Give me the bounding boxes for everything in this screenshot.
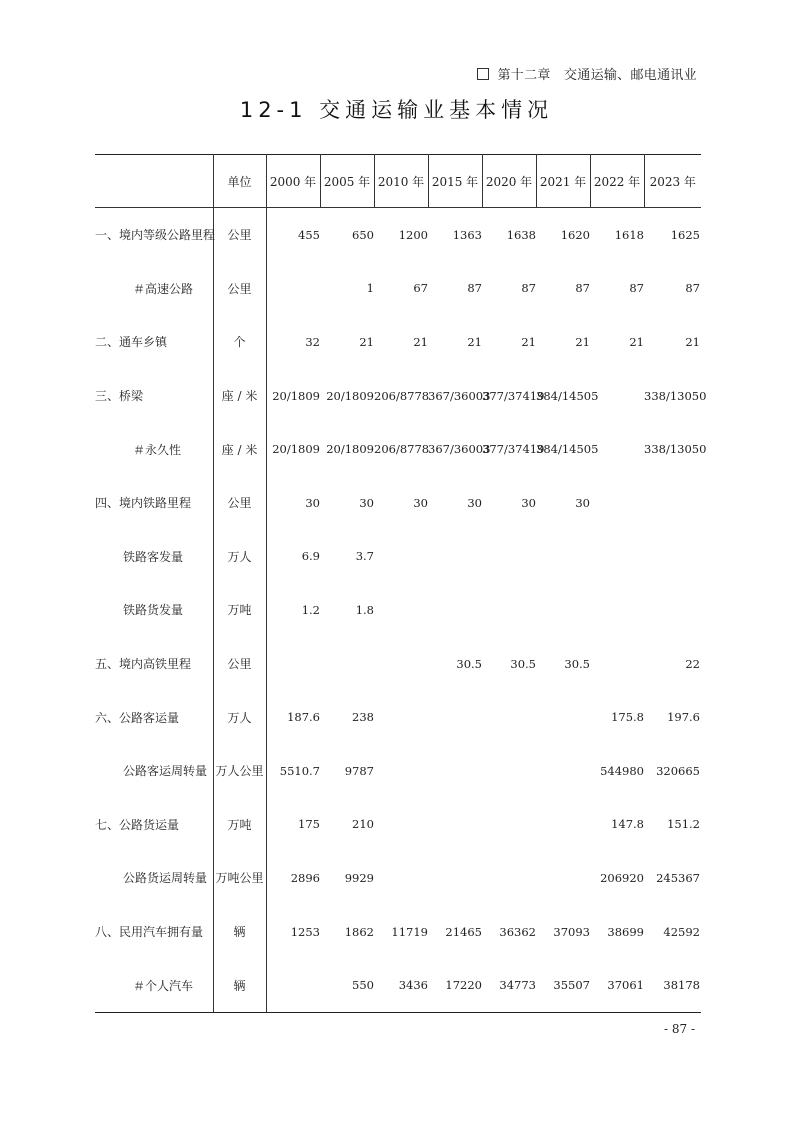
value-cell xyxy=(536,583,590,637)
value-cell xyxy=(482,851,536,905)
row-label: ＃个人汽车 xyxy=(95,958,213,1012)
value-cell: 147.8 xyxy=(611,817,644,832)
value-cell: 9787 xyxy=(344,763,374,778)
table-row xyxy=(95,369,701,423)
value-cell: 5510.7 xyxy=(279,763,320,778)
value-cell: 3.7 xyxy=(355,549,374,564)
value-cell: 175 xyxy=(298,817,320,832)
row-unit: 辆 xyxy=(213,958,266,1012)
value-cell xyxy=(320,637,374,691)
value-cell: 67 xyxy=(413,281,428,296)
value-cell: 320665 xyxy=(656,763,700,778)
value-cell: 384/14505 xyxy=(536,388,599,403)
header-year-cell: 2000 年 xyxy=(266,155,320,208)
table-row xyxy=(95,851,701,905)
value-cell: 1625 xyxy=(670,227,700,242)
value-cell: 175.8 xyxy=(611,710,644,725)
table-row xyxy=(95,905,701,959)
value-cell: 455 xyxy=(298,227,320,242)
row-label: 四、境内铁路里程 xyxy=(95,476,213,530)
value-cell: 17220 xyxy=(428,958,482,1012)
row-unit: 万人公里 xyxy=(213,744,266,798)
value-cell xyxy=(482,690,536,744)
value-cell xyxy=(590,476,644,530)
value-cell xyxy=(374,851,428,905)
value-cell xyxy=(428,744,482,798)
value-cell: 21 xyxy=(467,334,482,349)
value-cell: 21 xyxy=(359,334,374,349)
header-year-cell: 2015 年 xyxy=(428,155,482,208)
value-cell xyxy=(644,583,701,637)
row-label: ＃高速公路 xyxy=(95,262,213,316)
value-cell: 367/36003 xyxy=(428,388,491,403)
value-cell xyxy=(374,530,428,584)
statistics-table xyxy=(95,154,707,1013)
value-cell: 35507 xyxy=(536,958,590,1012)
row-unit: 万吨公里 xyxy=(213,851,266,905)
value-cell: 30 xyxy=(521,495,536,510)
value-cell: 206920 xyxy=(600,870,644,885)
value-cell: 36362 xyxy=(499,924,536,939)
value-cell xyxy=(266,262,320,316)
row-unit: 万吨 xyxy=(213,583,266,637)
table-row xyxy=(95,637,701,691)
row-unit: 辆 xyxy=(213,905,266,959)
checkbox-square-icon xyxy=(477,68,489,80)
value-cell: 30 xyxy=(413,495,428,510)
value-cell: 544980 xyxy=(600,763,644,778)
value-cell: 1253 xyxy=(290,924,320,939)
value-cell: 238 xyxy=(352,710,374,725)
value-cell: 37061 xyxy=(590,958,644,1012)
row-label: 铁路货发量 xyxy=(95,583,213,637)
value-cell: 377/37419 xyxy=(482,442,545,457)
row-label: 七、公路货运量 xyxy=(95,798,213,852)
table-row xyxy=(95,530,701,584)
value-cell: 338/13050 xyxy=(644,442,707,457)
value-cell xyxy=(266,958,320,1012)
table-row xyxy=(95,744,701,798)
value-cell: 30.5 xyxy=(456,656,482,671)
value-cell: 42592 xyxy=(663,924,700,939)
value-cell: 338/13050 xyxy=(644,388,707,403)
table-row xyxy=(95,315,701,369)
value-cell: 21 xyxy=(629,334,644,349)
value-cell: 87 xyxy=(467,281,482,296)
table-body xyxy=(95,208,707,1013)
value-cell xyxy=(374,690,428,744)
table-row xyxy=(95,798,701,852)
value-cell xyxy=(536,744,590,798)
table-row xyxy=(95,262,701,316)
value-cell: 650 xyxy=(352,227,374,242)
value-cell: 151.2 xyxy=(667,817,700,832)
value-cell: 37093 xyxy=(553,924,590,939)
value-cell xyxy=(536,530,590,584)
value-cell: 1 xyxy=(366,281,374,296)
value-cell: 38178 xyxy=(644,958,701,1012)
header-unit-cell: 单位 xyxy=(213,155,266,208)
row-unit: 座 / 米 xyxy=(213,369,266,423)
value-cell xyxy=(590,530,644,584)
value-cell: 30.5 xyxy=(564,656,590,671)
value-cell: 1620 xyxy=(560,227,590,242)
table-row xyxy=(95,690,701,744)
value-cell: 30.5 xyxy=(510,656,536,671)
value-cell: 550 xyxy=(320,958,374,1012)
row-label: 八、民用汽车拥有量 xyxy=(95,905,213,959)
value-cell: 1618 xyxy=(614,227,644,242)
value-cell: 210 xyxy=(352,817,374,832)
value-cell: 2896 xyxy=(290,870,320,885)
row-label: 二、通车乡镇 xyxy=(95,315,213,369)
value-cell xyxy=(374,744,428,798)
value-cell: 30 xyxy=(305,495,320,510)
value-cell: 9929 xyxy=(344,870,374,885)
value-cell xyxy=(266,637,320,691)
value-cell: 1363 xyxy=(452,227,482,242)
value-cell xyxy=(374,637,428,691)
row-unit: 公里 xyxy=(213,208,266,262)
row-label: 公路货运周转量 xyxy=(95,851,213,905)
value-cell: 1862 xyxy=(344,924,374,939)
value-cell xyxy=(482,798,536,852)
header-year-cell: 2010 年 xyxy=(374,155,428,208)
value-cell: 206/8778 xyxy=(374,388,430,403)
header-year-cell: 2005 年 xyxy=(320,155,374,208)
value-cell xyxy=(644,476,701,530)
row-unit: 座 / 米 xyxy=(213,422,266,476)
row-label: 公路客运周转量 xyxy=(95,744,213,798)
header-blank-cell xyxy=(95,155,213,208)
row-unit: 万人 xyxy=(213,690,266,744)
value-cell xyxy=(482,583,536,637)
row-unit: 个 xyxy=(213,315,266,369)
value-cell xyxy=(482,744,536,798)
page-title: 12-1 交通运输业基本情况 xyxy=(239,98,554,122)
value-cell xyxy=(428,583,482,637)
value-cell xyxy=(374,583,428,637)
value-cell xyxy=(644,530,701,584)
value-cell: 11719 xyxy=(391,924,428,939)
value-cell: 30 xyxy=(575,495,590,510)
value-cell xyxy=(536,798,590,852)
table-row xyxy=(95,208,701,262)
value-cell: 21 xyxy=(521,334,536,349)
value-cell: 32 xyxy=(305,334,320,349)
value-cell: 20/1809 xyxy=(326,442,374,457)
row-unit: 公里 xyxy=(213,476,266,530)
value-cell: 197.6 xyxy=(667,710,700,725)
value-cell: 87 xyxy=(521,281,536,296)
value-cell: 1.2 xyxy=(301,602,320,617)
value-cell: 187.6 xyxy=(287,710,320,725)
value-cell xyxy=(536,851,590,905)
header-year-cell: 2020 年 xyxy=(482,155,536,208)
value-cell: 377/37419 xyxy=(482,388,545,403)
value-cell: 245367 xyxy=(656,870,700,885)
value-cell: 38699 xyxy=(607,924,644,939)
value-cell: 384/14505 xyxy=(536,442,599,457)
row-label: 六、公路客运量 xyxy=(95,690,213,744)
value-cell: 34773 xyxy=(482,958,536,1012)
value-cell: 22 xyxy=(685,656,700,671)
value-cell: 1.8 xyxy=(355,602,374,617)
row-unit: 万吨 xyxy=(213,798,266,852)
header-year-cell: 2022 年 xyxy=(590,155,644,208)
value-cell: 21 xyxy=(575,334,590,349)
value-cell xyxy=(536,690,590,744)
value-cell xyxy=(590,422,644,476)
value-cell xyxy=(590,583,644,637)
value-cell: 367/36003 xyxy=(428,442,491,457)
value-cell: 87 xyxy=(575,281,590,296)
row-unit: 万人 xyxy=(213,530,266,584)
value-cell: 87 xyxy=(685,281,700,296)
chapter-header-text: 第十二章 交通运输、邮电通讯业 xyxy=(497,68,697,83)
value-cell xyxy=(374,798,428,852)
row-unit: 公里 xyxy=(213,637,266,691)
table-row xyxy=(95,958,701,1012)
value-cell: 21 xyxy=(685,334,700,349)
row-label: 五、境内高铁里程 xyxy=(95,637,213,691)
value-cell: 6.9 xyxy=(301,549,320,564)
value-cell xyxy=(428,530,482,584)
value-cell: 30 xyxy=(359,495,374,510)
header-year-cell: 2023 年 xyxy=(644,155,701,208)
page-number: - 87 - xyxy=(663,1022,695,1036)
header-year-cell: 2021 年 xyxy=(536,155,590,208)
value-cell: 1200 xyxy=(398,227,428,242)
value-cell xyxy=(590,369,644,423)
value-cell: 206/8778 xyxy=(374,442,430,457)
value-cell xyxy=(482,530,536,584)
table-row xyxy=(95,583,701,637)
row-label: 一、境内等级公路里程 xyxy=(95,208,213,262)
value-cell: 87 xyxy=(629,281,644,296)
value-cell: 20/1809 xyxy=(326,388,374,403)
row-unit: 公里 xyxy=(213,262,266,316)
value-cell xyxy=(590,637,644,691)
table-row xyxy=(95,422,701,476)
value-cell xyxy=(428,851,482,905)
value-cell: 20/1809 xyxy=(272,388,320,403)
table-header-row xyxy=(95,155,701,208)
row-label: ＃永久性 xyxy=(95,422,213,476)
value-cell: 3436 xyxy=(374,958,428,1012)
value-cell: 1638 xyxy=(506,227,536,242)
value-cell: 21465 xyxy=(445,924,482,939)
value-cell: 21 xyxy=(413,334,428,349)
value-cell: 30 xyxy=(467,495,482,510)
value-cell: 20/1809 xyxy=(272,442,320,457)
table-row xyxy=(95,476,701,530)
value-cell xyxy=(428,798,482,852)
row-label: 三、桥梁 xyxy=(95,369,213,423)
chapter-header xyxy=(477,64,697,83)
value-cell xyxy=(428,690,482,744)
row-label: 铁路客发量 xyxy=(95,530,213,584)
